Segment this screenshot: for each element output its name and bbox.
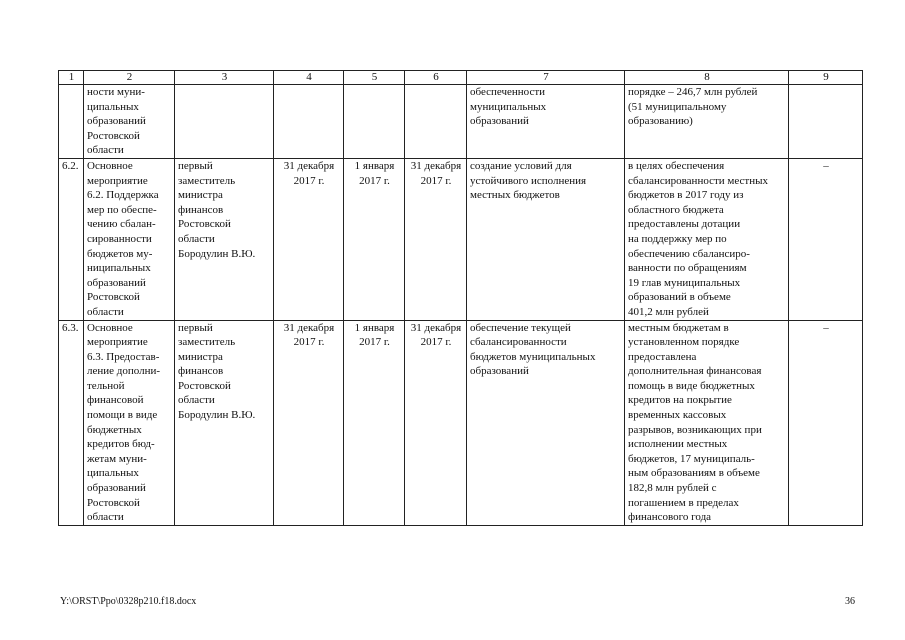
actual-result: в целях обеспечения сбалансированности местных бюджетов в 2017 году из областного бюджета предоставлены дотации на поддержку мер по обеспечению сбалансиро- ванности по обращениям 19 глав муниципальных образований в объеме 401,2 млн рублей [625, 158, 789, 320]
planned-result: обеспеченности муниципальных образований [467, 85, 625, 159]
note: – [789, 320, 863, 525]
col-header-1: 1 [59, 71, 84, 85]
column-number-row [59, 71, 863, 85]
actual-result: местным бюджетам в установленном порядке предоставлена дополнительная финансовая помощь в виде бюджетных кредитов на покрытие временных кассовых разрывов, возникающих при исполнении местных бюджетов, 17 муниципаль- ным образованиям в объеме 182,8 млн рублей с погашением в пределах финансового года [625, 320, 789, 525]
col-header-6: 6 [405, 71, 467, 85]
activity-name: Основное мероприятие 6.3. Предостав- ление дополни- тельной финансовой помощи в виде бюджетных кредитов бюд- жетам муни- ципальных образований Ростовской области [84, 320, 175, 525]
planned-result: создание условий для устойчивого исполнения местных бюджетов [467, 158, 625, 320]
planned-result: обеспечение текущей сбалансированности бюджетов муниципальных образований [467, 320, 625, 525]
actual-result: порядке – 246,7 млн рублей (51 муниципальному образованию) [625, 85, 789, 159]
row-number [59, 85, 84, 159]
row-number: 6.3. [59, 320, 84, 525]
col-header-7: 7 [467, 71, 625, 85]
report-table [58, 70, 863, 526]
table-row [59, 320, 863, 525]
actual-end-date: 31 декабря 2017 г. [405, 320, 467, 525]
actual-start-date: 1 января 2017 г. [344, 158, 405, 320]
responsible-executor [175, 85, 274, 159]
col-header-8: 8 [625, 71, 789, 85]
activity-name: ности муни- ципальных образований Ростовской области [84, 85, 175, 159]
col-header-9: 9 [789, 71, 863, 85]
planned-end-date: 31 декабря 2017 г. [274, 158, 344, 320]
responsible-executor: первый заместитель министра финансов Ростовской области Бородулин В.Ю. [175, 320, 274, 525]
table-row [59, 85, 863, 159]
actual-end-date [405, 85, 467, 159]
row-number: 6.2. [59, 158, 84, 320]
actual-end-date: 31 декабря 2017 г. [405, 158, 467, 320]
page-number: 36 [845, 596, 855, 607]
col-header-4: 4 [274, 71, 344, 85]
col-header-3: 3 [175, 71, 274, 85]
planned-end-date [274, 85, 344, 159]
table-row [59, 158, 863, 320]
note: – [789, 158, 863, 320]
col-header-5: 5 [344, 71, 405, 85]
planned-end-date: 31 декабря 2017 г. [274, 320, 344, 525]
note [789, 85, 863, 159]
footer-file-path: Y:\ORST\Ppo\0328p210.f18.docx [60, 596, 197, 607]
actual-start-date: 1 января 2017 г. [344, 320, 405, 525]
responsible-executor: первый заместитель министра финансов Ростовской области Бородулин В.Ю. [175, 158, 274, 320]
col-header-2: 2 [84, 71, 175, 85]
activity-name: Основное мероприятие 6.2. Поддержка мер по обеспе- чению сбалан- сированности бюджетов му- ниципальных образований Ростовской области [84, 158, 175, 320]
actual-start-date [344, 85, 405, 159]
